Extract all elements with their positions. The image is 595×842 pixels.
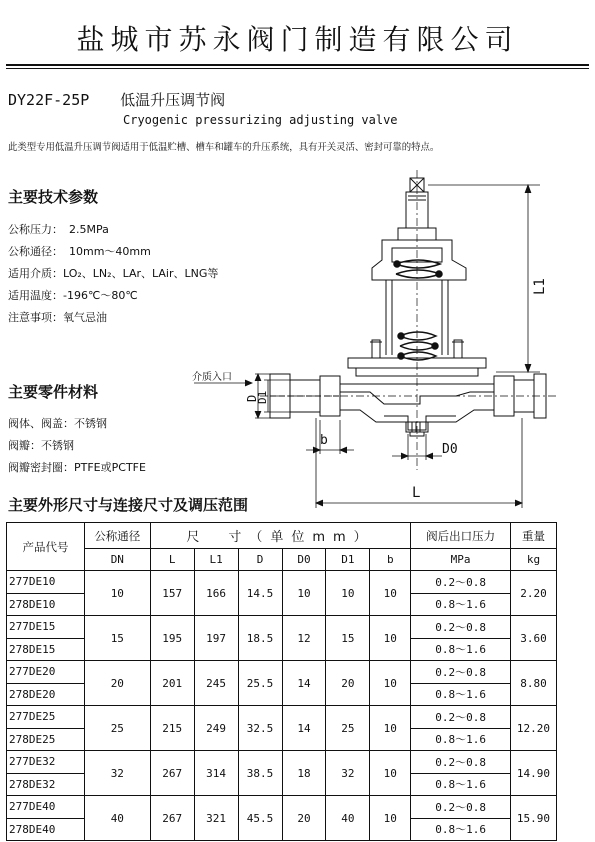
cell-pressure: 0.8～1.6 (411, 818, 511, 841)
cell-dn: 20 (84, 661, 150, 706)
cell-weight: 3.60 (510, 616, 556, 661)
spec-value: -196℃～80℃ (63, 289, 138, 302)
cell-d: 14.5 (238, 571, 282, 616)
header-col-L: L (150, 549, 194, 571)
cell-l: 267 (150, 796, 194, 841)
model-code: DY22F-25P (8, 91, 90, 109)
cell-d1: 25 (326, 706, 370, 751)
header-col-b: b (370, 549, 411, 571)
cell-model: 278DE15 (7, 638, 85, 661)
cell-d: 38.5 (238, 751, 282, 796)
table-row (7, 661, 557, 684)
dimension-L1 (428, 185, 540, 372)
header-col-L1: L1 (194, 549, 238, 571)
header-weight-top: 重量 (510, 523, 556, 549)
label-L1: L1 (532, 278, 548, 295)
label-D1: D1 (256, 390, 269, 404)
spec-label: 公称压力： (8, 223, 63, 236)
cell-pressure: 0.2～0.8 (411, 796, 511, 819)
cell-model: 278DE10 (7, 593, 85, 616)
cell-pressure: 0.8～1.6 (411, 638, 511, 661)
centerlines (260, 170, 558, 470)
materials-title: 主要零件材料 (8, 383, 99, 401)
company-name: 盐城市苏永阀门制造有限公司 (76, 23, 519, 56)
cell-model: 277DE40 (7, 796, 85, 819)
spec-value: LO₂、LN₂、LAr、LAir、LNG等 (63, 267, 219, 280)
cell-l1: 197 (194, 616, 238, 661)
cell-l: 215 (150, 706, 194, 751)
header-col-D1: D1 (326, 549, 370, 571)
cell-l1: 166 (194, 571, 238, 616)
cell-d: 32.5 (238, 706, 282, 751)
table-row (7, 751, 557, 774)
header-pressure-bottom: MPa (411, 549, 511, 571)
material-body (8, 415, 107, 431)
header-rule-thin (6, 68, 589, 69)
header-dn-bottom: DN (84, 549, 150, 571)
cell-l: 195 (150, 616, 194, 661)
cell-d0: 10 (282, 571, 326, 616)
cell-l: 157 (150, 571, 194, 616)
cell-weight: 15.90 (510, 796, 556, 841)
cell-l: 201 (150, 661, 194, 706)
cell-b: 10 (370, 796, 411, 841)
cell-pressure: 0.8～1.6 (411, 728, 511, 751)
spec-value: 氧气忌油 (63, 311, 107, 324)
cell-d1: 15 (326, 616, 370, 661)
cell-l1: 249 (194, 706, 238, 751)
header-col-D: D (238, 549, 282, 571)
spec-label: 注意事项： (8, 311, 63, 324)
dimensions-table (6, 522, 557, 841)
table-subheader-row (7, 549, 557, 571)
cell-model: 277DE32 (7, 751, 85, 774)
header-model: 产品代号 (7, 523, 85, 571)
cell-pressure: 0.2～0.8 (411, 571, 511, 594)
cell-l1: 245 (194, 661, 238, 706)
table-row (7, 796, 557, 819)
cell-l: 267 (150, 751, 194, 796)
label-L: L (412, 485, 421, 501)
cell-pressure: 0.8～1.6 (411, 773, 511, 796)
cell-model: 278DE40 (7, 818, 85, 841)
cell-b: 10 (370, 571, 411, 616)
header-dn-top: 公称通径 (84, 523, 150, 549)
material-label: 阀瓣： (8, 439, 41, 452)
cell-model: 278DE32 (7, 773, 85, 796)
cell-d0: 12 (282, 616, 326, 661)
cell-weight: 14.90 (510, 751, 556, 796)
table-title: 主要外形尺寸与连接尺寸及调压范围 (8, 496, 249, 514)
spec-label: 适用温度： (8, 289, 63, 302)
cell-d0: 18 (282, 751, 326, 796)
table-row (7, 616, 557, 639)
label-D: D (245, 394, 259, 402)
label-b: b (320, 433, 328, 448)
valve-body (270, 374, 546, 436)
spec-value: 2.5MPa (69, 223, 109, 236)
cell-weight: 8.80 (510, 661, 556, 706)
cell-model: 277DE15 (7, 616, 85, 639)
cell-d: 25.5 (238, 661, 282, 706)
cell-d: 45.5 (238, 796, 282, 841)
intro-text: 此类型专用低温升压调节阀适用于低温贮槽、槽车和罐车的升压系统，具有开关灵活、密封可靠的特点。 (8, 142, 440, 153)
cell-model: 277DE20 (7, 661, 85, 684)
header-pressure-top: 阀后出口压力 (411, 523, 511, 549)
cell-d1: 20 (326, 661, 370, 706)
product-name-cn: 低温升压调节阀 (120, 91, 226, 109)
product-title (8, 89, 225, 110)
cell-d0: 14 (282, 706, 326, 751)
cell-weight: 2.20 (510, 571, 556, 616)
cell-pressure: 0.2～0.8 (411, 751, 511, 774)
header-dimensions: 尺 寸（单位mm） (150, 523, 411, 549)
cell-b: 10 (370, 616, 411, 661)
material-value: 不锈钢 (74, 417, 107, 430)
material-seal (8, 459, 146, 475)
product-name-en: Cryogenic pressurizing adjusting valve (123, 113, 398, 127)
cell-l1: 314 (194, 751, 238, 796)
label-D0: D0 (442, 442, 458, 457)
material-value: 不锈钢 (41, 439, 74, 452)
cell-d1: 32 (326, 751, 370, 796)
spec-temperature (8, 287, 138, 303)
spec-pressure (8, 221, 109, 237)
cell-model: 277DE25 (7, 706, 85, 729)
inlet-label: 介质入口 (192, 372, 232, 383)
material-label: 阀体、阀盖： (8, 417, 74, 430)
material-disc (8, 437, 74, 453)
cell-dn: 10 (84, 571, 150, 616)
cell-d1: 10 (326, 571, 370, 616)
cell-pressure: 0.2～0.8 (411, 661, 511, 684)
material-value: PTFE或PCTFE (74, 461, 146, 474)
table-header-row (7, 523, 557, 549)
cell-b: 10 (370, 706, 411, 751)
spec-label: 适用介质： (8, 267, 63, 280)
cell-pressure: 0.8～1.6 (411, 683, 511, 706)
header-col-D0: D0 (282, 549, 326, 571)
spec-value: 10mm～40mm (69, 245, 151, 258)
cell-d0: 14 (282, 661, 326, 706)
table-row (7, 571, 557, 594)
cell-pressure: 0.8～1.6 (411, 593, 511, 616)
cell-d: 18.5 (238, 616, 282, 661)
tech-specs-title: 主要技术参数 (8, 188, 99, 206)
cell-dn: 32 (84, 751, 150, 796)
cell-l1: 321 (194, 796, 238, 841)
cell-weight: 12.20 (510, 706, 556, 751)
table-row (7, 706, 557, 729)
cell-model: 277DE10 (7, 571, 85, 594)
material-label: 阀瓣密封圈： (8, 461, 74, 474)
cell-b: 10 (370, 661, 411, 706)
cell-model: 278DE20 (7, 683, 85, 706)
cell-dn: 25 (84, 706, 150, 751)
valve-cap (372, 178, 466, 355)
cell-d1: 40 (326, 796, 370, 841)
cell-pressure: 0.2～0.8 (411, 706, 511, 729)
dimension-b (306, 420, 354, 454)
spec-label: 公称通径： (8, 245, 63, 258)
cell-b: 10 (370, 751, 411, 796)
valve-drawing (160, 170, 560, 512)
header-weight-bottom: kg (510, 549, 556, 571)
valve-spring (394, 260, 442, 360)
cell-d0: 20 (282, 796, 326, 841)
cell-dn: 15 (84, 616, 150, 661)
cell-dn: 40 (84, 796, 150, 841)
spec-notice (8, 309, 107, 325)
header-rule-thick (6, 64, 589, 66)
cell-model: 278DE25 (7, 728, 85, 751)
spec-diameter (8, 243, 151, 259)
cell-pressure: 0.2～0.8 (411, 616, 511, 639)
